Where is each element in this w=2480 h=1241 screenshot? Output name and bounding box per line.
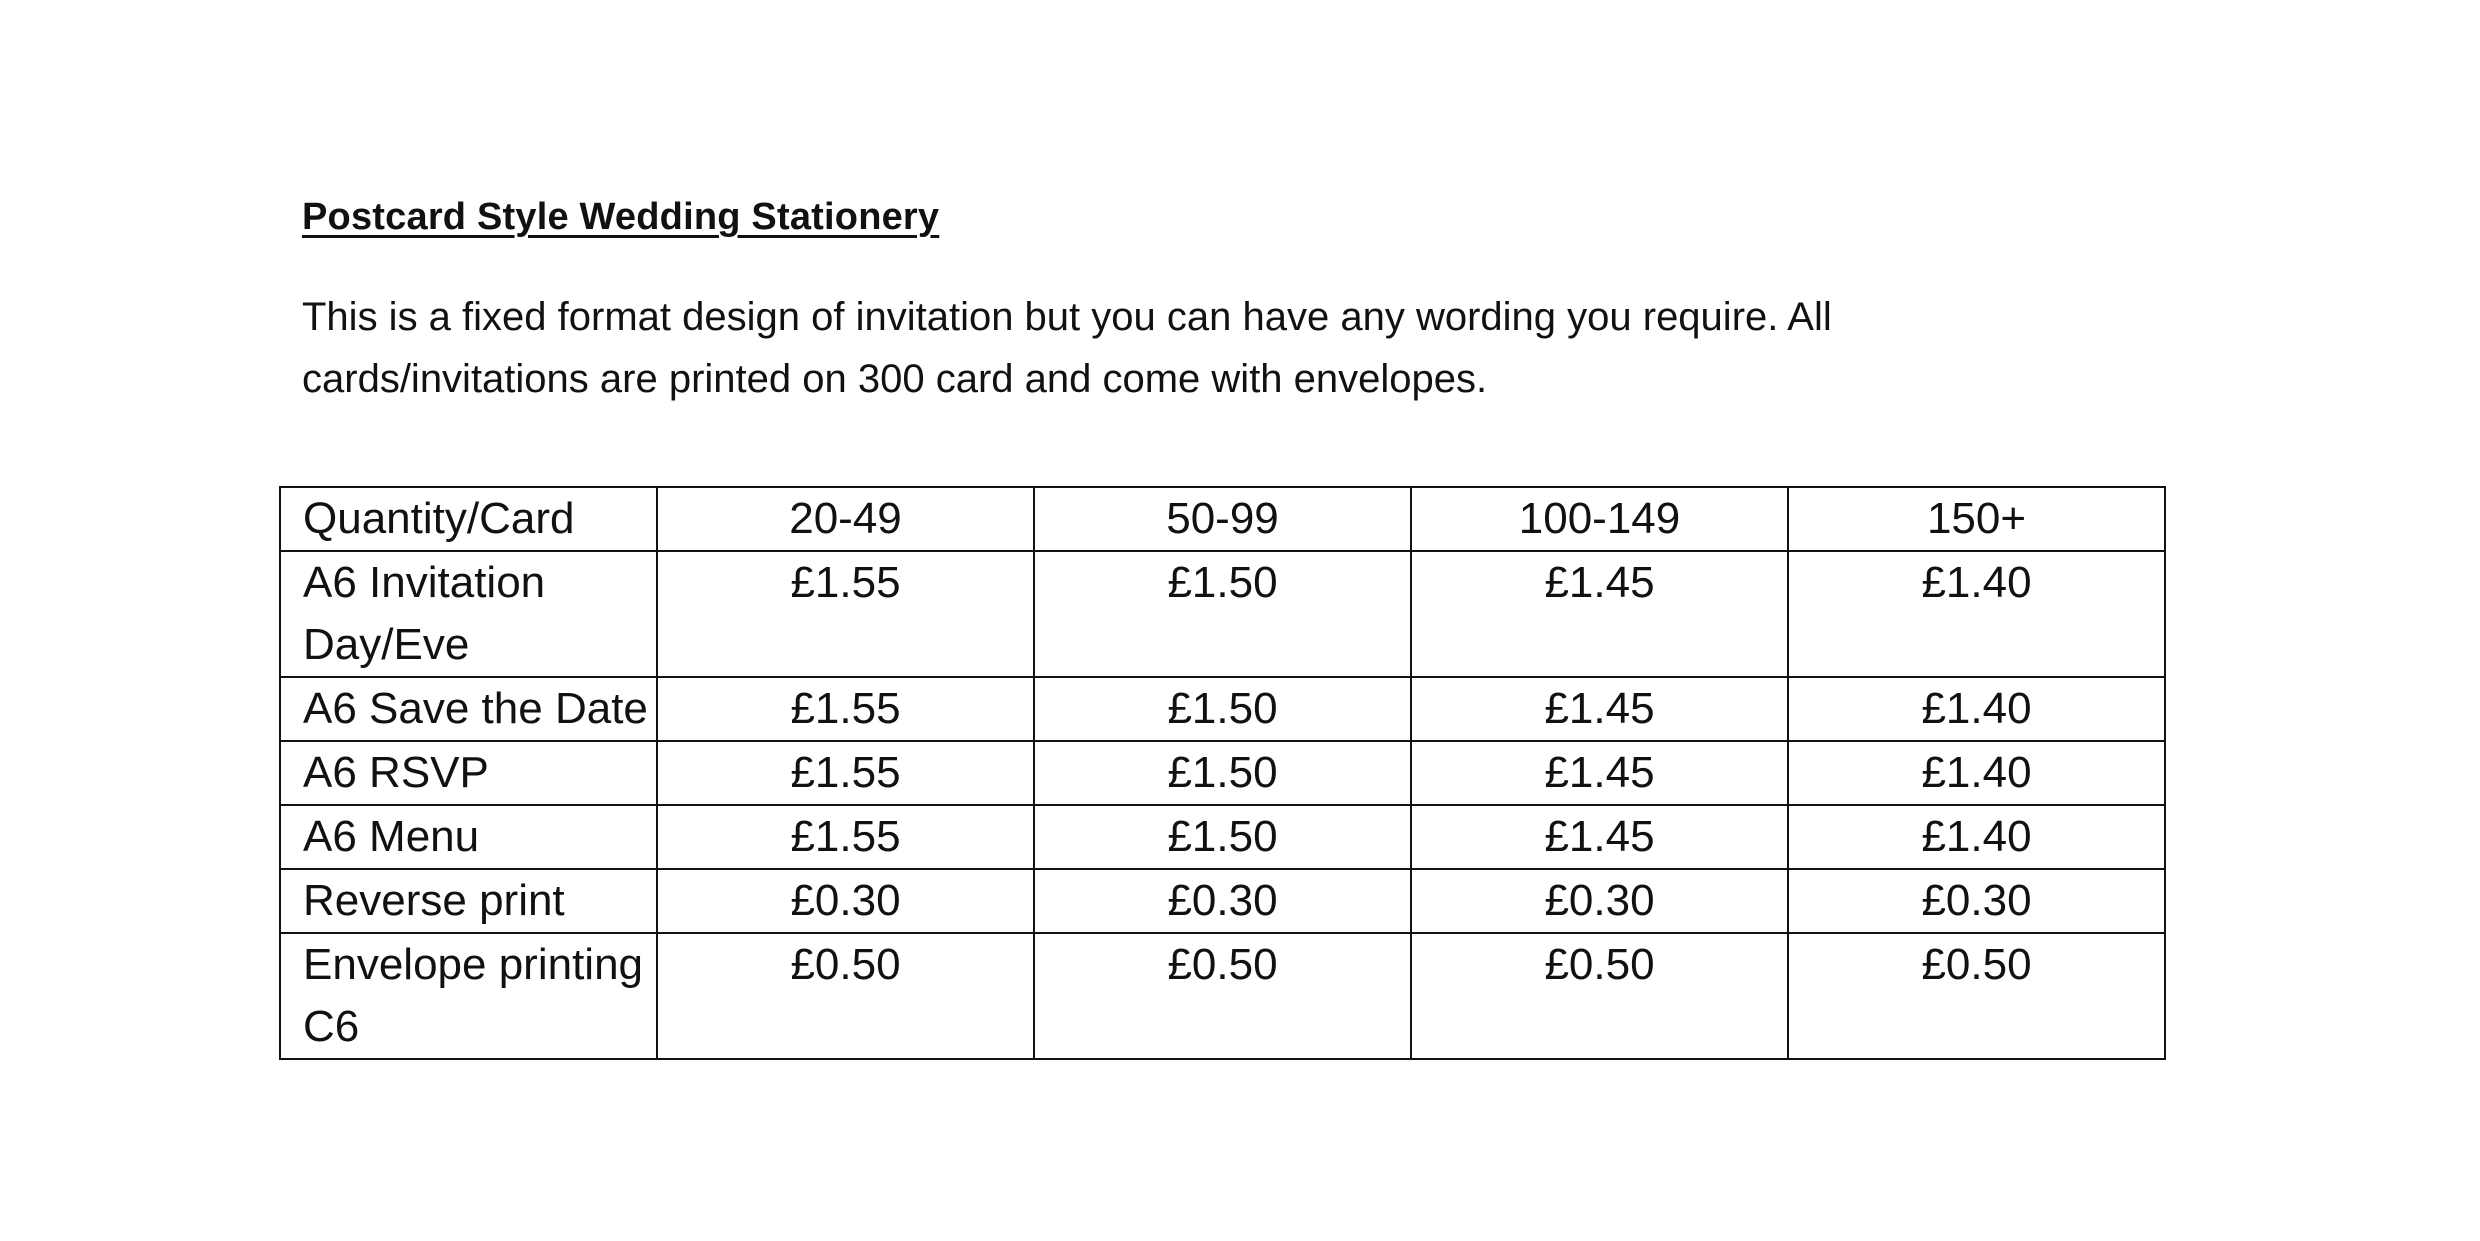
table-row (280, 933, 2165, 1059)
price-cell: £0.30 (1411, 869, 1788, 933)
table-header-row (280, 487, 2165, 551)
table-row (280, 741, 2165, 805)
table-row (280, 551, 2165, 677)
price-cell: £1.55 (657, 551, 1034, 677)
pricing-table (279, 486, 2166, 1060)
row-label: A6 RSVP (280, 741, 657, 805)
price-cell: £0.50 (657, 933, 1034, 1059)
price-cell: £1.55 (657, 741, 1034, 805)
header-cell-150-plus: 150+ (1788, 487, 2165, 551)
price-cell: £0.50 (1788, 933, 2165, 1059)
table-row (280, 869, 2165, 933)
price-cell: £0.50 (1411, 933, 1788, 1059)
price-cell: £1.40 (1788, 741, 2165, 805)
price-cell: £1.50 (1034, 805, 1411, 869)
price-cell: £1.40 (1788, 677, 2165, 741)
header-cell-quantity: Quantity/Card (280, 487, 657, 551)
header-cell-100-149: 100-149 (1411, 487, 1788, 551)
table-row (280, 805, 2165, 869)
price-cell: £1.45 (1411, 677, 1788, 741)
page-title: Postcard Style Wedding Stationery (302, 196, 940, 238)
row-label: Envelope printing C6 (280, 933, 657, 1059)
price-cell: £1.50 (1034, 677, 1411, 741)
header-cell-50-99: 50-99 (1034, 487, 1411, 551)
price-cell: £1.45 (1411, 551, 1788, 677)
row-label: A6 Invitation Day/Eve (280, 551, 657, 677)
table-row (280, 677, 2165, 741)
price-cell: £1.50 (1034, 551, 1411, 677)
price-cell: £1.40 (1788, 551, 2165, 677)
price-cell: £1.55 (657, 677, 1034, 741)
intro-paragraph: This is a fixed format design of invitation but you can have any wording you require. All cards/invitations are printed on 300 card and come with envelopes. (302, 295, 1832, 401)
row-label: A6 Menu (280, 805, 657, 869)
header-cell-20-49: 20-49 (657, 487, 1034, 551)
row-label: Reverse print (280, 869, 657, 933)
price-cell: £0.30 (1788, 869, 2165, 933)
price-cell: £1.55 (657, 805, 1034, 869)
price-cell: £1.50 (1034, 741, 1411, 805)
price-cell: £0.30 (1034, 869, 1411, 933)
price-cell: £0.50 (1034, 933, 1411, 1059)
price-cell: £1.40 (1788, 805, 2165, 869)
row-label: A6 Save the Date (280, 677, 657, 741)
price-cell: £1.45 (1411, 741, 1788, 805)
price-cell: £0.30 (657, 869, 1034, 933)
price-cell: £1.45 (1411, 805, 1788, 869)
